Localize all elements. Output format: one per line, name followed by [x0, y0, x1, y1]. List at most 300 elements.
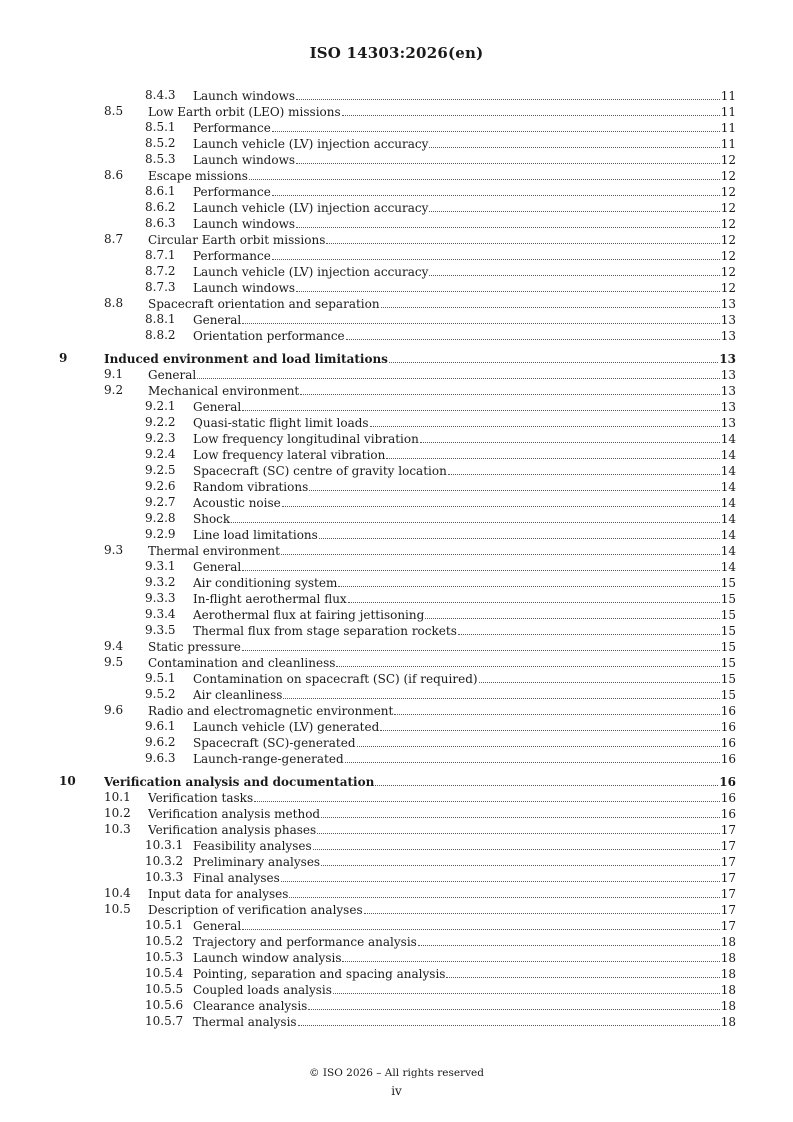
toc-entry-page: 12 [720, 201, 736, 215]
dot-leader [296, 279, 720, 292]
toc-entry-title: Low Earth orbit (LEO) missions [148, 105, 341, 119]
dot-leader [272, 183, 720, 196]
toc-entry-page: 16 [720, 752, 736, 766]
toc-entry-page: 13 [720, 368, 736, 382]
toc-entry-leader [193, 670, 736, 686]
toc-entry-title: Contamination on spacecraft (SC) (if required) [193, 672, 478, 686]
toc-entry-title: Launch windows [193, 281, 296, 295]
toc-entry-leader [193, 526, 736, 542]
toc-entry-title: Acoustic noise [193, 496, 281, 510]
toc-entry-number: 9.2.9 [145, 527, 176, 541]
toc-entry[interactable] [0, 382, 793, 398]
toc-entry-page: 13 [720, 384, 736, 398]
toc-entry[interactable] [0, 773, 793, 789]
toc-entry-number: 9.2.6 [145, 479, 176, 493]
toc-entry-leader [193, 311, 736, 327]
toc-entry-number: 8.7 [104, 232, 124, 246]
toc-entry-leader [104, 350, 736, 366]
dot-leader [289, 885, 719, 898]
toc-entry-leader [193, 606, 736, 622]
toc-entry[interactable] [0, 350, 793, 366]
toc-entry-number: 9.2.3 [145, 431, 176, 445]
toc-entry-title: In-flight aerothermal flux [193, 592, 347, 606]
toc-entry-number: 10.5 [104, 902, 131, 916]
toc-entry-leader [193, 414, 736, 430]
toc-entry-title: Spacecraft (SC) centre of gravity location [193, 464, 447, 478]
toc-entry-number: 9.2.5 [145, 463, 176, 477]
toc-entry-number: 8.7.1 [145, 248, 176, 262]
toc-entry-title: Verification tasks [148, 791, 254, 805]
toc-entry-leader [193, 837, 736, 853]
toc-entry[interactable] [0, 103, 793, 119]
toc-entry[interactable] [0, 885, 793, 901]
toc-entry-leader [148, 542, 736, 558]
dot-leader [425, 606, 719, 619]
toc-entry-leader [193, 965, 736, 981]
toc-entry-leader [148, 789, 736, 805]
toc-entry-title: Thermal environment [148, 544, 280, 558]
toc-entry-title: Shock [193, 512, 231, 526]
toc-entry-title: Performance [193, 121, 271, 135]
toc-entry-number: 8.4.3 [145, 88, 176, 102]
toc-entry[interactable] [0, 853, 793, 869]
toc-entry-page: 15 [720, 688, 736, 702]
toc-entry-title: Mechanical environment [148, 384, 300, 398]
toc-entry-leader [193, 119, 736, 135]
toc-entry-page: 14 [720, 448, 736, 462]
toc-entry-title: Launch-range-generated [193, 752, 344, 766]
toc-entry-title: Air conditioning system [193, 576, 338, 590]
toc-entry[interactable] [0, 199, 793, 215]
toc-entry-title: Verification analysis method [148, 807, 321, 821]
toc-entry-title: General [148, 368, 197, 382]
toc-entry-leader [193, 917, 736, 933]
toc-entry-number: 9.3.1 [145, 559, 176, 573]
toc-entry[interactable] [0, 327, 793, 343]
dot-leader [242, 558, 719, 571]
toc-entry[interactable] [0, 606, 793, 622]
toc-entry-leader [148, 805, 736, 821]
dot-leader [313, 837, 720, 850]
dot-leader [420, 430, 720, 443]
toc-entry-page: 18 [720, 1015, 736, 1029]
toc-entry-title: Quasi-static flight limit loads [193, 416, 369, 430]
toc-entry-number: 8.6.2 [145, 200, 176, 214]
toc-entry[interactable] [0, 414, 793, 430]
toc-entry[interactable] [0, 510, 793, 526]
dot-leader [333, 981, 720, 994]
toc-entry-title: General [193, 400, 242, 414]
toc-entry-page: 15 [720, 608, 736, 622]
dot-leader [375, 773, 718, 786]
toc-entry[interactable] [0, 654, 793, 670]
toc-entry-number: 9.2.8 [145, 511, 176, 525]
toc-entry-title: Induced environment and load limitations [104, 352, 388, 366]
toc-entry-page: 13 [720, 297, 736, 311]
toc-entry-leader [193, 1013, 736, 1029]
toc-entry-title: Clearance analysis [193, 999, 308, 1013]
toc-entry-number: 10.4 [104, 886, 131, 900]
toc-entry[interactable] [0, 869, 793, 885]
toc-entry[interactable] [0, 542, 793, 558]
dot-leader [282, 494, 720, 507]
toc-entry-title: Feasibility analyses [193, 839, 312, 853]
dot-leader [448, 462, 720, 475]
toc-entry-number: 9.5.2 [145, 687, 176, 701]
toc-entry-title: General [193, 919, 242, 933]
toc-entry-page: 12 [720, 153, 736, 167]
toc-entry-leader [193, 949, 736, 965]
toc-entry-number: 9.3.4 [145, 607, 176, 621]
toc-entry-leader [193, 686, 736, 702]
table-of-contents [0, 87, 793, 1029]
toc-entry-leader [193, 510, 736, 526]
toc-entry-page: 13 [720, 313, 736, 327]
toc-entry-number: 10.3.3 [145, 870, 184, 884]
toc-entry-leader [148, 638, 736, 654]
toc-entry[interactable] [0, 686, 793, 702]
toc-entry-title: Radio and electromagnetic environment [148, 704, 394, 718]
toc-entry-title: Pointing, separation and spacing analysis [193, 967, 446, 981]
toc-entry[interactable] [0, 263, 793, 279]
copyright-notice: © ISO 2026 – All rights reserved [309, 1067, 484, 1079]
toc-entry-title: General [193, 560, 242, 574]
toc-entry[interactable] [0, 87, 793, 103]
toc-entry-title: Spacecraft (SC)-generated [193, 736, 356, 750]
toc-entry-number: 8.6.1 [145, 184, 176, 198]
dot-leader [296, 151, 720, 164]
toc-entry-number: 9.2 [104, 383, 124, 397]
toc-entry-number: 9.6.2 [145, 735, 176, 749]
toc-entry-leader [193, 869, 736, 885]
toc-entry-number: 10 [59, 774, 76, 788]
toc-entry-page: 17 [720, 839, 736, 853]
toc-entry-title: Low frequency longitudinal vibration [193, 432, 419, 446]
toc-entry-title: Launch windows [193, 153, 296, 167]
toc-entry[interactable] [0, 494, 793, 510]
toc-entry-number: 9.3.3 [145, 591, 176, 605]
toc-entry-page: 18 [720, 935, 736, 949]
toc-entry-page: 14 [720, 528, 736, 542]
toc-entry-number: 10.5.1 [145, 918, 184, 932]
toc-entry-page: 16 [719, 775, 736, 789]
toc-entry-title: Coupled loads analysis [193, 983, 332, 997]
toc-entry-page: 17 [720, 871, 736, 885]
toc-entry-title: Input data for analyses [148, 887, 289, 901]
toc-entry-number: 10.3.2 [145, 854, 184, 868]
toc-entry[interactable] [0, 398, 793, 414]
toc-entry-title: Random vibrations [193, 480, 309, 494]
dot-leader [283, 686, 719, 699]
toc-entry-page: 13 [720, 400, 736, 414]
toc-entry-number: 9.6.1 [145, 719, 176, 733]
toc-entry-page: 15 [720, 656, 736, 670]
dot-leader [319, 526, 720, 539]
toc-entry[interactable] [0, 574, 793, 590]
toc-entry-leader [193, 574, 736, 590]
toc-entry[interactable] [0, 446, 793, 462]
toc-entry-leader [193, 263, 736, 279]
toc-entry-number: 9.2.2 [145, 415, 176, 429]
toc-entry-page: 15 [720, 672, 736, 686]
toc-entry[interactable] [0, 231, 793, 247]
toc-entry-page: 16 [720, 807, 736, 821]
toc-entry-leader [193, 933, 736, 949]
toc-entry[interactable] [0, 670, 793, 686]
toc-entry[interactable] [0, 933, 793, 949]
toc-entry-leader [193, 151, 736, 167]
toc-entry-page: 15 [720, 640, 736, 654]
toc-entry-page: 11 [720, 105, 736, 119]
toc-entry-leader [193, 734, 736, 750]
toc-entry-page: 14 [720, 432, 736, 446]
toc-entry-number: 10.5.6 [145, 998, 184, 1012]
toc-entry-page: 15 [720, 624, 736, 638]
toc-entry[interactable] [0, 997, 793, 1013]
dot-leader [242, 311, 719, 324]
dot-leader [317, 821, 720, 834]
toc-entry-leader [193, 853, 736, 869]
dot-leader [309, 478, 719, 491]
toc-entry-leader [193, 87, 736, 103]
toc-entry-leader [193, 446, 736, 462]
toc-entry-page: 18 [720, 999, 736, 1013]
toc-entry-title: Thermal analysis [193, 1015, 297, 1029]
dot-leader [242, 398, 719, 411]
toc-entry[interactable] [0, 215, 793, 231]
toc-entry-title: Contamination and cleanliness [148, 656, 336, 670]
toc-entry-page: 16 [720, 791, 736, 805]
toc-entry-leader [193, 718, 736, 734]
toc-entry-leader [193, 590, 736, 606]
toc-entry[interactable] [0, 750, 793, 766]
dot-leader [386, 446, 719, 459]
toc-entry[interactable] [0, 901, 793, 917]
dot-leader [272, 247, 720, 260]
toc-entry-page: 11 [720, 121, 736, 135]
toc-entry-number: 10.3 [104, 822, 131, 836]
toc-entry-number: 10.5.5 [145, 982, 184, 996]
toc-entry-page: 15 [720, 592, 736, 606]
toc-entry-number: 9.3 [104, 543, 124, 557]
dot-leader [254, 789, 720, 802]
toc-entry[interactable] [0, 805, 793, 821]
toc-entry-leader [193, 215, 736, 231]
toc-entry-number: 8.5.3 [145, 152, 176, 166]
toc-entry-page: 14 [720, 560, 736, 574]
toc-entry-number: 8.6 [104, 168, 124, 182]
dot-leader [281, 542, 720, 555]
dot-leader [370, 414, 720, 427]
toc-entry-page: 12 [720, 217, 736, 231]
toc-entry-page: 13 [720, 329, 736, 343]
toc-entry-number: 8.5.1 [145, 120, 176, 134]
toc-entry[interactable] [0, 622, 793, 638]
toc-entry-title: Launch window analysis [193, 951, 342, 965]
toc-entry-page: 12 [720, 169, 736, 183]
dot-leader [389, 350, 718, 363]
dot-leader [342, 949, 719, 962]
toc-entry-number: 9.3.2 [145, 575, 176, 589]
toc-entry-leader [104, 773, 736, 789]
toc-entry[interactable] [0, 279, 793, 295]
dot-leader [336, 654, 719, 667]
toc-entry-title: Thermal flux from stage separation rockets [193, 624, 457, 638]
toc-entry[interactable] [0, 638, 793, 654]
dot-leader [272, 119, 720, 132]
toc-entry-page: 18 [720, 983, 736, 997]
toc-entry-page: 12 [720, 265, 736, 279]
dot-leader [298, 1013, 720, 1026]
toc-entry-title: Aerothermal flux at fairing jettisoning [193, 608, 425, 622]
toc-entry-leader [193, 750, 736, 766]
toc-entry[interactable] [0, 135, 793, 151]
toc-entry[interactable] [0, 311, 793, 327]
toc-entry[interactable] [0, 478, 793, 494]
dot-leader [380, 718, 719, 731]
toc-entry[interactable] [0, 917, 793, 933]
dot-leader [321, 805, 720, 818]
toc-entry-leader [193, 622, 736, 638]
toc-entry-leader [148, 167, 736, 183]
dot-leader [418, 933, 720, 946]
dot-leader [458, 622, 720, 635]
toc-entry-number: 9.6 [104, 703, 124, 717]
toc-entry-number: 8.5.2 [145, 136, 176, 150]
toc-entry-page: 14 [720, 544, 736, 558]
toc-entry-leader [193, 430, 736, 446]
toc-entry-title: Orientation performance [193, 329, 345, 343]
toc-entry-title: Launch vehicle (LV) injection accuracy [193, 265, 429, 279]
dot-leader [364, 901, 720, 914]
toc-entry-number: 10.5.4 [145, 966, 184, 980]
dot-leader [348, 590, 720, 603]
toc-entry[interactable] [0, 295, 793, 311]
toc-entry-number: 8.7.3 [145, 280, 176, 294]
toc-entry[interactable] [0, 1013, 793, 1029]
toc-entry-title: General [193, 313, 242, 327]
dot-leader [357, 734, 720, 747]
toc-entry-number: 10.2 [104, 806, 131, 820]
toc-entry-page: 17 [720, 903, 736, 917]
toc-entry-title: Verification analysis and documentation [104, 775, 375, 789]
toc-entry-leader [193, 494, 736, 510]
toc-entry-title: Performance [193, 249, 271, 263]
toc-entry[interactable] [0, 702, 793, 718]
toc-entry-leader [193, 462, 736, 478]
toc-entry-title: Launch vehicle (LV) injection accuracy [193, 201, 429, 215]
toc-entry-number: 8.7.2 [145, 264, 176, 278]
toc-entry-leader [193, 997, 736, 1013]
toc-entry-number: 9.4 [104, 639, 124, 653]
toc-entry[interactable] [0, 183, 793, 199]
page-number: iv [391, 1084, 402, 1098]
toc-entry-page: 11 [720, 137, 736, 151]
toc-entry-leader [193, 279, 736, 295]
toc-entry-number: 9.1 [104, 367, 124, 381]
toc-entry-title: Performance [193, 185, 271, 199]
toc-entry-title: Verification analysis phases [148, 823, 317, 837]
toc-entry[interactable] [0, 119, 793, 135]
dot-leader [281, 869, 720, 882]
toc-entry-number: 8.6.3 [145, 216, 176, 230]
dot-leader [296, 215, 720, 228]
toc-entry-page: 17 [720, 919, 736, 933]
toc-entry[interactable] [0, 734, 793, 750]
toc-entry[interactable] [0, 462, 793, 478]
toc-entry-page: 12 [720, 185, 736, 199]
toc-entry[interactable] [0, 167, 793, 183]
toc-entry-leader [193, 183, 736, 199]
dot-leader [342, 103, 720, 116]
toc-entry[interactable] [0, 430, 793, 446]
dot-leader [381, 295, 720, 308]
toc-entry-title: Launch vehicle (LV) generated [193, 720, 380, 734]
toc-entry-number: 9.2.4 [145, 447, 176, 461]
toc-entry-number: 9.2.1 [145, 399, 176, 413]
toc-entry-leader [148, 366, 736, 382]
toc-entry[interactable] [0, 837, 793, 853]
toc-entry-number: 8.8.1 [145, 312, 176, 326]
toc-entry[interactable] [0, 247, 793, 263]
toc-entry-number: 9.5 [104, 655, 124, 669]
toc-entry-number: 8.8.2 [145, 328, 176, 342]
toc-entry-title: Line load limitations [193, 528, 318, 542]
toc-entry[interactable] [0, 821, 793, 837]
dot-leader [479, 670, 720, 683]
toc-entry[interactable] [0, 965, 793, 981]
dot-leader [429, 263, 719, 276]
toc-entry-leader [193, 398, 736, 414]
toc-entry-title: Launch windows [193, 89, 296, 103]
toc-entry-page: 15 [720, 576, 736, 590]
dot-leader [197, 366, 719, 379]
toc-entry[interactable] [0, 590, 793, 606]
toc-entry-page: 12 [720, 281, 736, 295]
dot-leader [249, 167, 720, 180]
toc-entry[interactable] [0, 718, 793, 734]
toc-entry-page: 11 [720, 89, 736, 103]
toc-entry-leader [148, 654, 736, 670]
toc-entry[interactable] [0, 949, 793, 965]
toc-entry[interactable] [0, 366, 793, 382]
toc-entry[interactable] [0, 151, 793, 167]
toc-entry-title: Low frequency lateral vibration [193, 448, 386, 462]
toc-entry-page: 12 [720, 233, 736, 247]
toc-entry-leader [193, 247, 736, 263]
toc-entry-page: 13 [719, 352, 736, 366]
toc-entry-leader [148, 702, 736, 718]
dot-leader [338, 574, 719, 587]
toc-entry-page: 17 [720, 887, 736, 901]
toc-entry-title: Air cleanliness [193, 688, 283, 702]
toc-entry-number: 10.5.2 [145, 934, 184, 948]
toc-entry-page: 16 [720, 720, 736, 734]
toc-entry[interactable] [0, 526, 793, 542]
toc-entry-number: 8.8 [104, 296, 124, 310]
toc-entry-title: Circular Earth orbit missions [148, 233, 326, 247]
dot-leader [429, 199, 719, 212]
toc-entry-page: 17 [720, 855, 736, 869]
toc-entry-leader [148, 382, 736, 398]
toc-entry-number: 9 [59, 351, 68, 365]
toc-entry-title: Spacecraft orientation and separation [148, 297, 380, 311]
toc-entry-page: 14 [720, 480, 736, 494]
toc-entry[interactable] [0, 789, 793, 805]
toc-entry[interactable] [0, 558, 793, 574]
toc-entry[interactable] [0, 981, 793, 997]
dot-leader [308, 997, 719, 1010]
